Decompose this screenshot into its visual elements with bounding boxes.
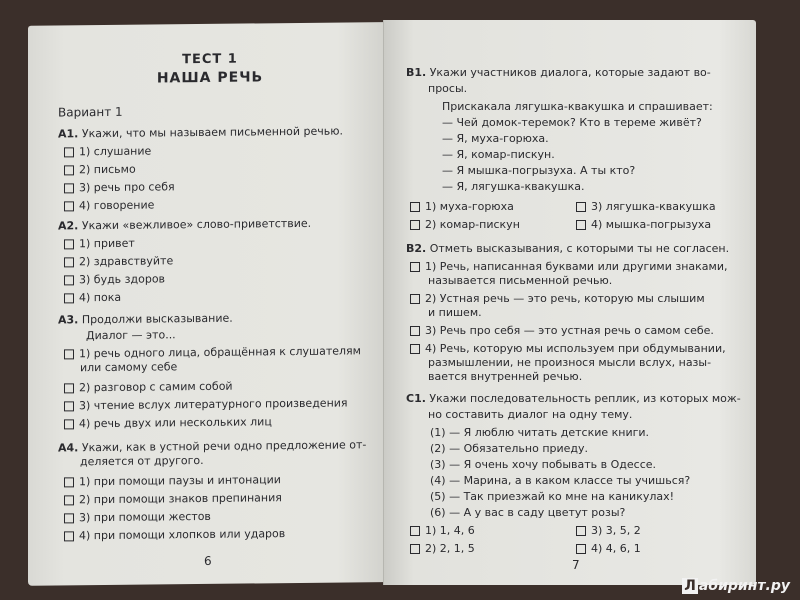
answer-option[interactable]: 3) Речь про себя — это устная речь о самом себе.	[410, 324, 714, 337]
answer-option[interactable]: 3) лягушка-квакушка	[576, 200, 716, 213]
checkbox[interactable]	[410, 220, 420, 230]
variant-label: Вариант 1	[58, 104, 123, 120]
checkbox[interactable]	[576, 526, 586, 536]
question-text-continued: но составить диалог на одну тему.	[428, 408, 633, 421]
checkbox[interactable]	[410, 326, 420, 336]
reply-line: (3) — Я очень хочу побывать в Одессе.	[430, 458, 656, 471]
watermark-letter: Л	[684, 578, 696, 594]
question-text: Укажи последовательность реплик, из которых мож-	[429, 392, 741, 405]
answer-option[interactable]: 4) пока	[64, 291, 121, 305]
answer-option[interactable]: 2) при помощи знаков препинания	[64, 491, 282, 506]
reply-line: (2) — Обязательно приеду.	[430, 442, 589, 455]
dialog-line: Прискакала лягушка-квакушка и спрашивает:	[442, 100, 713, 113]
question-text-continued: деляется от другого.	[80, 453, 204, 469]
question-text: Укажи, что мы называем письменной речью.	[81, 124, 344, 141]
answer-option[interactable]: 3) при помощи жестов	[64, 510, 211, 525]
question-a3	[58, 312, 233, 327]
checkbox[interactable]	[576, 202, 586, 212]
checkbox[interactable]	[410, 544, 420, 554]
watermark-text: абиринт.ру	[698, 578, 790, 594]
checkbox[interactable]	[64, 513, 74, 523]
question-text: Продолжи высказывание.	[81, 311, 233, 327]
answer-option[interactable]: 2) Устная речь — это речь, которую мы слышим	[410, 292, 705, 305]
dialog-line: — Я, лягушка-квакушка.	[442, 180, 585, 193]
labirint-watermark	[682, 578, 790, 594]
checkbox[interactable]	[64, 183, 74, 193]
checkbox[interactable]	[64, 531, 74, 541]
question-number: В2.	[406, 242, 427, 255]
question-number: А2.	[58, 219, 79, 233]
answer-option[interactable]: 1) Речь, написанная буквами или другими знаками,	[410, 260, 727, 273]
answer-option[interactable]: 1) слушание	[64, 145, 151, 159]
answer-option[interactable]: 1) муха-горюха	[410, 200, 514, 213]
answer-option[interactable]: 4) речь двух или нескольких лиц	[64, 415, 272, 430]
checkbox[interactable]	[64, 239, 74, 249]
checkbox[interactable]	[64, 401, 74, 411]
test-title: НАША РЕЧЬ	[156, 69, 264, 87]
checkbox[interactable]	[64, 419, 74, 429]
answer-option-continued: вается внутренней речью.	[428, 370, 583, 383]
test-number: ТЕСТ 1	[182, 51, 238, 68]
answer-option[interactable]: 4) мышка-погрызуха	[576, 218, 711, 231]
dialog-line: — Я мышка-погрызуха. А ты кто?	[442, 164, 636, 177]
question-text: Укажи, как в устной речи одно предложение от-	[81, 438, 367, 455]
checkbox[interactable]	[64, 201, 74, 211]
answer-option[interactable]: 1) привет	[64, 237, 135, 251]
question-text: Отметь высказывания, с которыми ты не согласен.	[429, 242, 730, 255]
checkbox[interactable]	[410, 202, 420, 212]
dialog-line: — Чей домок-теремок? Кто в тереме живёт?	[442, 116, 702, 129]
answer-option[interactable]: 2) письмо	[64, 163, 136, 177]
question-number: А4.	[58, 441, 79, 455]
checkbox[interactable]	[410, 344, 420, 354]
question-number: В1.	[406, 66, 427, 79]
question-prompt: Диалог — это...	[86, 328, 176, 343]
right-page	[384, 20, 756, 585]
answer-option-continued: размышлении, не произнося мысли вслух, назы-	[428, 356, 712, 369]
dialog-line: — Я, муха-горюха.	[442, 132, 549, 145]
page-number: 6	[204, 553, 212, 568]
answer-option-continued: или самому себе	[80, 360, 178, 375]
page-number: 7	[572, 558, 580, 572]
question-a4	[58, 438, 366, 454]
checkbox[interactable]	[64, 147, 74, 157]
reply-line: (1) — Я люблю читать детские книги.	[430, 426, 650, 439]
answer-option[interactable]: 3) 3, 5, 2	[576, 524, 641, 537]
checkbox[interactable]	[410, 526, 420, 536]
checkbox[interactable]	[64, 293, 74, 303]
answer-option[interactable]: 3) будь здоров	[64, 272, 165, 286]
answer-option[interactable]: 4) 4, 6, 1	[576, 542, 641, 555]
checkbox[interactable]	[576, 220, 586, 230]
answer-option[interactable]: 2) здравствуйте	[64, 254, 173, 268]
question-text-continued: просы.	[428, 82, 468, 95]
question-number: С1.	[406, 392, 426, 405]
checkbox[interactable]	[64, 257, 74, 267]
reply-line: (5) — Так приезжай ко мне на каникулах!	[430, 490, 675, 503]
answer-option[interactable]: 4) при помощи хлопков или ударов	[64, 527, 285, 542]
question-b2	[406, 242, 729, 255]
left-page	[28, 22, 392, 586]
checkbox[interactable]	[64, 495, 74, 505]
answer-option[interactable]: 2) разговор с самим собой	[64, 380, 233, 395]
checkbox[interactable]	[64, 477, 74, 487]
checkbox[interactable]	[410, 294, 420, 304]
checkbox[interactable]	[576, 544, 586, 554]
answer-option[interactable]: 1) 1, 4, 6	[410, 524, 475, 537]
question-number: А3.	[58, 313, 79, 327]
dialog-line: — Я, комар-пискун.	[442, 148, 555, 161]
question-a1	[58, 125, 343, 141]
checkbox[interactable]	[410, 262, 420, 272]
reply-line: (6) — А у вас в саду цветут розы?	[430, 506, 626, 519]
checkbox[interactable]	[64, 165, 74, 175]
answer-option[interactable]: 1) при помощи паузы и интонации	[64, 473, 281, 488]
checkbox[interactable]	[64, 275, 74, 285]
answer-option-continued: называется письменной речью.	[428, 274, 613, 287]
checkbox[interactable]	[64, 383, 74, 393]
question-c1	[406, 392, 741, 405]
checkbox[interactable]	[64, 349, 74, 359]
question-text: Укажи участников диалога, которые задают во-	[429, 66, 711, 79]
answer-option[interactable]: 4) Речь, которую мы используем при обдумывании,	[410, 342, 726, 355]
question-number: А1.	[58, 127, 79, 141]
question-text: Укажи «вежливое» слово-приветствие.	[81, 216, 312, 233]
answer-option[interactable]: 2) 2, 1, 5	[410, 542, 475, 555]
answer-option[interactable]: 2) комар-пискун	[410, 218, 520, 231]
answer-option[interactable]: 1) речь одного лица, обращённая к слушателям	[64, 344, 361, 360]
answer-option[interactable]: 3) чтение вслух литературного произведения	[64, 396, 348, 412]
reply-line: (4) — Марина, а в каком классе ты учишься?	[430, 474, 691, 487]
question-b1	[406, 66, 711, 79]
answer-option[interactable]: 3) речь про себя	[64, 180, 175, 194]
answer-option[interactable]: 4) говорение	[64, 198, 154, 212]
question-a2	[58, 217, 311, 233]
answer-option-continued: и пишем.	[428, 306, 482, 319]
